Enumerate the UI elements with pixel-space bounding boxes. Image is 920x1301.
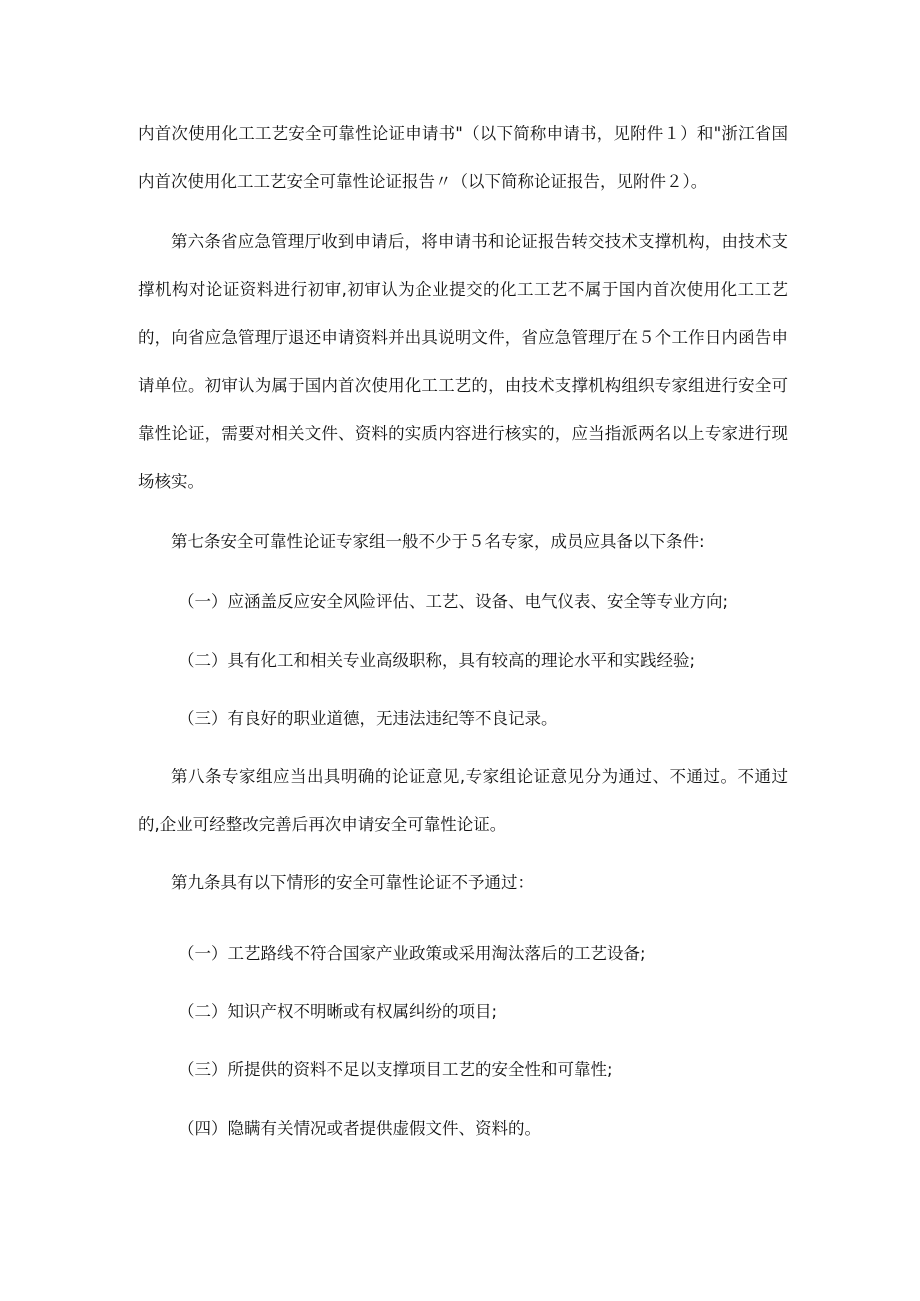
article-7-item-2: （二）具有化工和相关专业高级职称，具有较高的理论水平和实践经验; xyxy=(178,651,696,670)
paragraph-continued: 内首次使用化工工艺安全可靠性论证申请书"（以下简称申请书，见附件１）和"浙江省国内首次使用化工工艺安全可靠性论证报告〃（以下简称论证报告，见附件２）。 xyxy=(138,124,788,191)
article-9-item-2: （二）知识产权不明晰或有权属纠纷的项目; xyxy=(178,1002,498,1021)
article-9-item-3: （三）所提供的资料不足以支撑项目工艺的安全性和可靠性; xyxy=(178,1060,613,1079)
article-7-item-3: （三）有良好的职业道德，无违法违纪等不良记录。 xyxy=(178,709,558,728)
article-6: 第六条省应急管理厅收到申请后，将申请书和论证报告转交技术支撑机构，由技术支撑机构对论证资料进行初审,初审认为企业提交的化工工艺不属于国内首次使用化工工艺的，向省应急管理厅退还申请资料并出具说明文件，省应急管理厅在５个工作日内函告申请单位。初审认为属于国内首次使用化工工艺的，由技术支撑机构组织专家组进行安全可靠性论证，需要对相关文件、资料的实质内容进行核实的，应当指派两名以上专家进行现场核实。 xyxy=(138,232,788,491)
article-8: 第八条专家组应当出具明确的论证意见,专家组论证意见分为通过、不通过。不通过的,企业可经整改完善后再次申请安全可靠性论证。 xyxy=(138,767,788,834)
article-9-item-1: （一）工艺路线不符合国家产业政策或采用淘汰落后的工艺设备; xyxy=(178,944,646,963)
article-9-item-4: （四）隐瞒有关情况或者提供虚假文件、资料的。 xyxy=(178,1119,541,1138)
article-7-item-1: （一）应涵盖反应安全风险评估、工艺、设备、电气仪表、安全等专业方向; xyxy=(178,592,729,611)
article-7: 第七条安全可靠性论证专家组一般不少于５名专家，成员应具备以下条件: xyxy=(171,532,705,551)
article-9: 第九条具有以下情形的安全可靠性论证不予通过： xyxy=(171,873,534,892)
